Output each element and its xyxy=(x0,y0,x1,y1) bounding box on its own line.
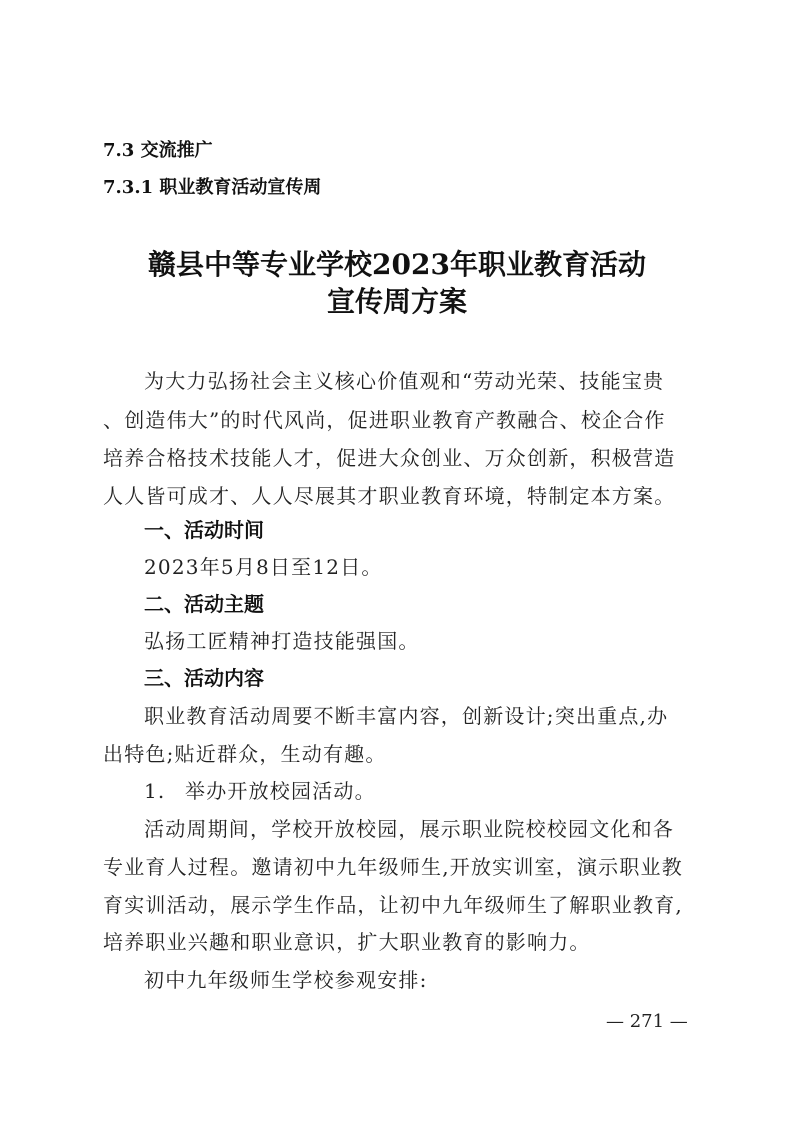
item-text: 培养职业兴趣和职业意识，扩大职业教育的影响力。 xyxy=(103,930,591,954)
item-text: 育实训活动，展示学生作品，让初中九年级师生了解职业教育, xyxy=(103,893,683,917)
item-text: 初中九年级师生学校参观安排: xyxy=(144,968,428,992)
document-title-line2: 宣传周方案 xyxy=(326,285,467,318)
section-number: 7.3 交流推广 xyxy=(103,140,213,161)
section-text: 出特色;贴近群众，生动有趣。 xyxy=(103,742,387,766)
intro-line: 为大力弘扬社会主义核心价值观和“劳动光荣、技能宝贵 xyxy=(144,369,665,393)
section-text: 职业教育活动周要不断丰富内容，创新设计;突出重点,办 xyxy=(144,704,669,728)
subsection-title: 7.3.1 职业教育活动宣传周 xyxy=(103,177,322,198)
section-text: 弘扬工匠精神打造技能强国。 xyxy=(144,629,420,653)
document-title-line1: 赣县中等专业学校2023年职业教育活动 xyxy=(148,248,646,281)
section-heading-time: 一、活动时间 xyxy=(144,518,264,542)
list-item-marker: 1. xyxy=(144,779,166,803)
intro-line: 培养合格技术技能人才，促进大众创业、万众创新，积极营造 xyxy=(103,446,676,470)
item-text: 活动周期间，学校开放校园，展示职业院校校园文化和各 xyxy=(144,817,674,841)
item-text: 专业育人过程。邀请初中九年级师生,开放实训室，演示职业教 xyxy=(103,855,683,879)
section-heading-theme: 二、活动主题 xyxy=(144,592,264,616)
section-text: 2023年5月8日至12日。 xyxy=(144,555,383,579)
intro-line: 、创造伟大”的时代风尚，促进职业教育产教融合、校企合作 xyxy=(103,408,666,432)
intro-line: 人人皆可成才、人人尽展其才职业教育环境，特制定本方案。 xyxy=(103,484,676,508)
list-item-title: 举办开放校园活动。 xyxy=(185,779,376,803)
page-number: — 271 — xyxy=(606,1011,688,1032)
section-heading-content: 三、活动内容 xyxy=(144,666,264,690)
